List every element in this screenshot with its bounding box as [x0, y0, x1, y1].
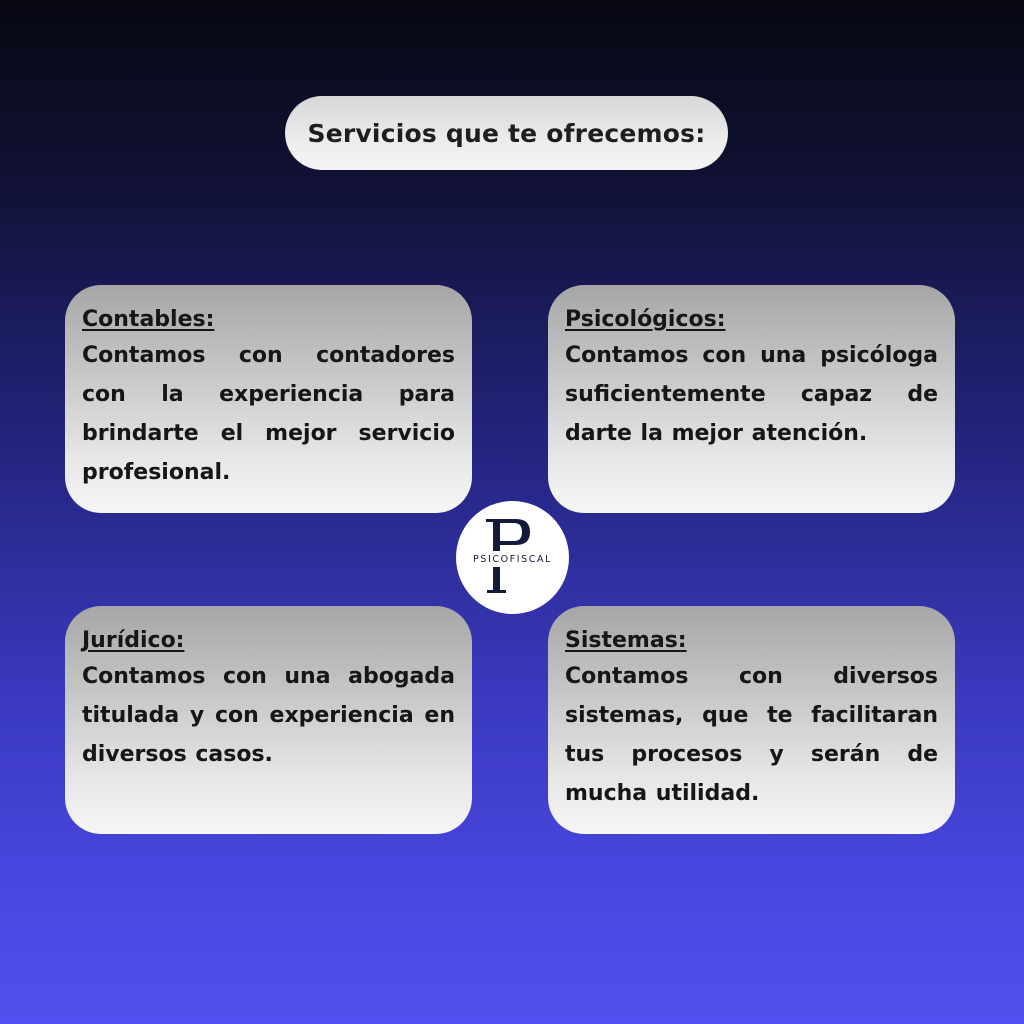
card-title-contables: Contables:	[82, 307, 215, 332]
service-card-psicologicos	[548, 285, 955, 513]
card-text-sistemas: Contamos con diversos sistemas, que te facilitaran tus procesos y serán de mucha utilidad.	[565, 664, 938, 806]
card-title-psicologicos: Psicológicos:	[565, 307, 726, 332]
service-card-contables	[65, 285, 472, 513]
card-text-contables: Contamos con contadores con la experiencia para brindarte el mejor servicio profesional.	[82, 343, 455, 485]
service-card-sistemas	[548, 606, 955, 834]
service-card-juridico	[65, 606, 472, 834]
logo-text: PSICOFISCAL	[473, 554, 552, 565]
page-title-text: Servicios que te ofrecemos:	[307, 118, 706, 148]
card-title-juridico: Jurídico:	[82, 628, 185, 653]
card-title-sistemas: Sistemas:	[565, 628, 687, 653]
card-text-psicologicos: Contamos con una psicóloga suficientemente capaz de darte la mejor atención.	[565, 343, 938, 446]
card-text-juridico: Contamos con una abogada titulada y con experiencia en diversos casos.	[82, 664, 455, 767]
psicofiscal-logo	[456, 501, 569, 614]
page-title	[285, 96, 728, 170]
